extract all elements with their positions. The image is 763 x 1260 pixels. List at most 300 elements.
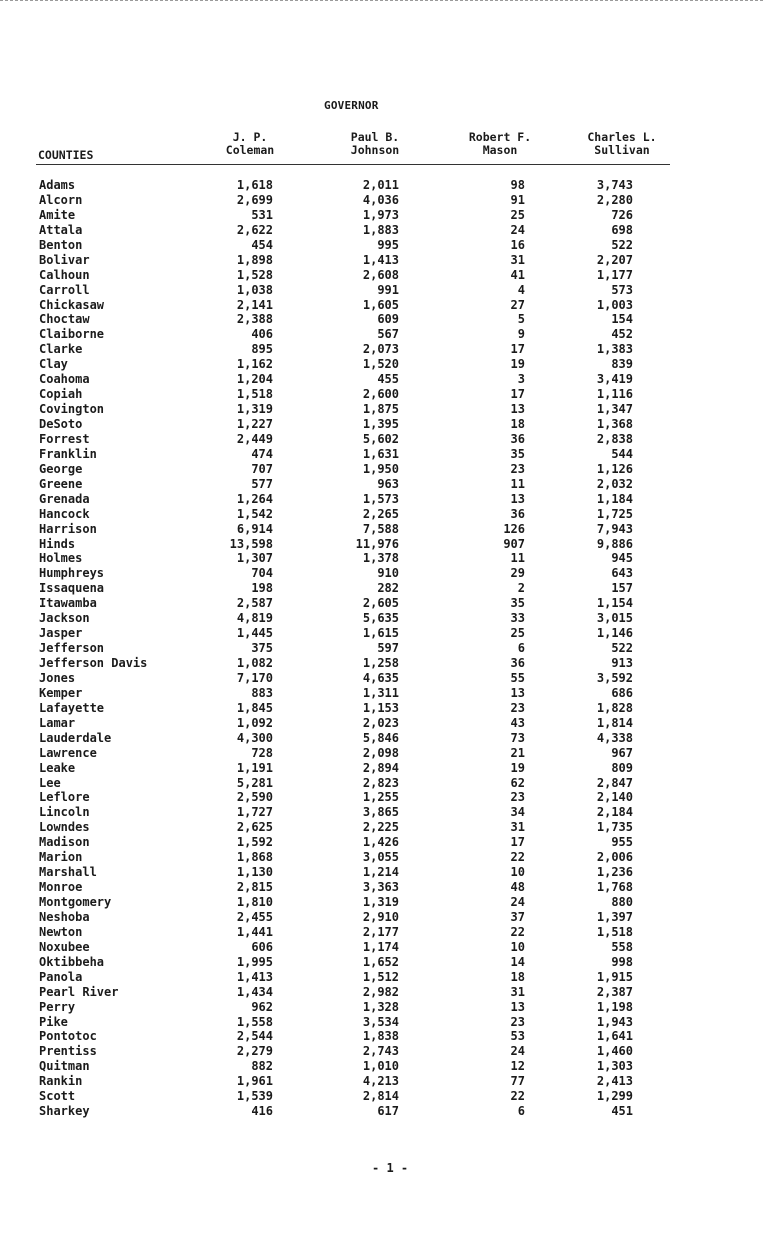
table-row xyxy=(0,820,763,835)
page-number: - 1 - xyxy=(372,1161,409,1175)
johnson-votes-cell: 2,608 xyxy=(362,267,399,282)
coleman-votes-cell: 2,279 xyxy=(236,1044,273,1059)
table-row xyxy=(0,522,763,537)
table-row xyxy=(0,372,763,387)
mason-votes-cell: 13 xyxy=(510,402,525,417)
johnson-votes-cell: 1,520 xyxy=(362,357,399,372)
coleman-votes-cell: 2,449 xyxy=(236,431,273,446)
mason-votes-cell: 17 xyxy=(510,387,525,402)
table-row xyxy=(0,432,763,447)
coleman-votes-cell: 416 xyxy=(251,1104,273,1119)
table-row xyxy=(0,850,763,865)
county-cell: Lawrence xyxy=(39,745,97,760)
table-row xyxy=(0,686,763,701)
table-row xyxy=(0,417,763,432)
mason-votes-cell: 22 xyxy=(510,924,525,939)
sullivan-votes-cell: 1,177 xyxy=(596,267,633,282)
county-cell: Lowndes xyxy=(39,820,90,835)
johnson-votes-cell: 3,363 xyxy=(362,880,399,895)
johnson-votes-cell: 1,973 xyxy=(362,207,399,222)
johnson-votes-cell: 1,883 xyxy=(362,222,399,237)
mason-votes-cell: 19 xyxy=(510,760,525,775)
johnson-votes-cell: 1,258 xyxy=(362,656,399,670)
sullivan-votes-cell: 4,338 xyxy=(596,730,633,745)
coleman-votes-cell: 1,618 xyxy=(236,178,273,192)
county-cell: Monroe xyxy=(39,880,83,895)
sullivan-votes-cell: 1,383 xyxy=(596,342,633,357)
table-row xyxy=(0,298,763,313)
mason-votes-cell: 24 xyxy=(510,895,525,909)
johnson-votes-cell: 995 xyxy=(377,237,399,252)
johnson-votes-cell: 1,311 xyxy=(362,685,399,700)
table-row xyxy=(0,880,763,895)
county-cell: Copiah xyxy=(39,387,83,402)
county-cell: Kemper xyxy=(39,685,83,700)
column-header-counties: COUNTIES xyxy=(38,148,94,162)
sullivan-votes-cell: 1,397 xyxy=(596,909,633,924)
mason-votes-cell: 43 xyxy=(510,715,525,730)
mason-votes-cell: 18 xyxy=(510,969,525,984)
coleman-votes-cell: 2,455 xyxy=(236,909,273,924)
johnson-votes-cell: 2,265 xyxy=(362,506,399,521)
sullivan-votes-cell: 1,236 xyxy=(596,865,633,880)
mason-votes-cell: 73 xyxy=(510,730,525,745)
county-cell: Prentiss xyxy=(39,1044,97,1059)
coleman-votes-cell: 1,539 xyxy=(236,1089,273,1104)
county-cell: Newton xyxy=(39,924,83,939)
mason-votes-cell: 37 xyxy=(510,909,525,924)
county-cell: Harrison xyxy=(39,521,97,536)
mason-votes-cell: 31 xyxy=(510,820,525,835)
coleman-votes-cell: 4,300 xyxy=(236,730,273,745)
table-row xyxy=(0,805,763,820)
johnson-votes-cell: 1,174 xyxy=(362,939,399,954)
coleman-votes-cell: 577 xyxy=(251,476,273,491)
coleman-votes-cell: 2,625 xyxy=(236,820,273,835)
sullivan-votes-cell: 558 xyxy=(611,939,633,954)
coleman-votes-cell: 2,544 xyxy=(236,1029,273,1044)
county-cell: Clarke xyxy=(39,342,83,357)
johnson-votes-cell: 2,823 xyxy=(362,775,399,790)
mason-votes-cell: 13 xyxy=(510,491,525,506)
mason-votes-cell: 98 xyxy=(510,178,525,192)
johnson-votes-cell: 5,635 xyxy=(362,611,399,626)
table-row xyxy=(0,701,763,716)
county-cell: Perry xyxy=(39,999,76,1014)
sullivan-votes-cell: 157 xyxy=(611,581,633,596)
sullivan-votes-cell: 2,280 xyxy=(596,192,633,207)
table-row xyxy=(0,910,763,925)
coleman-votes-cell: 1,092 xyxy=(236,715,273,730)
mason-votes-cell: 16 xyxy=(510,237,525,252)
coleman-votes-cell: 1,082 xyxy=(236,656,273,670)
sullivan-votes-cell: 3,592 xyxy=(596,670,633,685)
table-row xyxy=(0,223,763,238)
table-row xyxy=(0,746,763,761)
sullivan-votes-cell: 2,006 xyxy=(596,850,633,865)
coleman-votes-cell: 962 xyxy=(251,999,273,1014)
sullivan-votes-cell: 1,725 xyxy=(596,506,633,521)
sullivan-votes-cell: 1,518 xyxy=(596,924,633,939)
header-mason-line2: Mason xyxy=(482,142,518,157)
mason-votes-cell: 19 xyxy=(510,357,525,372)
mason-votes-cell: 5 xyxy=(517,312,525,327)
mason-votes-cell: 11 xyxy=(510,551,525,566)
johnson-votes-cell: 2,011 xyxy=(362,178,399,192)
johnson-votes-cell: 455 xyxy=(377,372,399,387)
county-cell: Leflore xyxy=(39,790,90,805)
table-row xyxy=(0,492,763,507)
johnson-votes-cell: 11,976 xyxy=(355,536,399,551)
coleman-votes-cell: 1,204 xyxy=(236,372,273,387)
coleman-votes-cell: 1,441 xyxy=(236,924,273,939)
sullivan-votes-cell: 1,184 xyxy=(596,491,633,506)
coleman-votes-cell: 375 xyxy=(251,641,273,656)
coleman-votes-cell: 1,227 xyxy=(236,417,273,431)
sullivan-votes-cell: 1,641 xyxy=(596,1029,633,1044)
table-row xyxy=(0,581,763,596)
mason-votes-cell: 24 xyxy=(510,1044,525,1059)
coleman-votes-cell: 707 xyxy=(251,461,273,476)
coleman-votes-cell: 883 xyxy=(251,685,273,700)
mason-votes-cell: 34 xyxy=(510,805,525,820)
johnson-votes-cell: 4,213 xyxy=(362,1074,399,1089)
coleman-votes-cell: 1,038 xyxy=(236,282,273,297)
coleman-votes-cell: 4,819 xyxy=(236,611,273,626)
johnson-votes-cell: 4,635 xyxy=(362,670,399,685)
johnson-votes-cell: 2,743 xyxy=(362,1044,399,1059)
table-row xyxy=(0,656,763,671)
coleman-votes-cell: 1,413 xyxy=(236,969,273,984)
coleman-votes-cell: 1,130 xyxy=(236,865,273,880)
county-cell: George xyxy=(39,461,83,476)
mason-votes-cell: 23 xyxy=(510,1014,525,1029)
johnson-votes-cell: 2,600 xyxy=(362,387,399,402)
johnson-votes-cell: 4,036 xyxy=(362,192,399,207)
mason-votes-cell: 55 xyxy=(510,670,525,685)
johnson-votes-cell: 2,910 xyxy=(362,909,399,924)
johnson-votes-cell: 2,814 xyxy=(362,1089,399,1104)
coleman-votes-cell: 1,518 xyxy=(236,387,273,402)
johnson-votes-cell: 1,631 xyxy=(362,446,399,461)
mason-votes-cell: 6 xyxy=(517,641,525,656)
mason-votes-cell: 25 xyxy=(510,626,525,641)
county-cell: Oktibbeha xyxy=(39,954,105,969)
johnson-votes-cell: 3,055 xyxy=(362,850,399,865)
table-row xyxy=(0,1015,763,1030)
coleman-votes-cell: 1,995 xyxy=(236,954,273,969)
mason-votes-cell: 31 xyxy=(510,984,525,999)
table-row xyxy=(0,268,763,283)
table-row xyxy=(0,342,763,357)
county-cell: Holmes xyxy=(39,551,83,566)
county-cell: Neshoba xyxy=(39,909,90,924)
mason-votes-cell: 9 xyxy=(517,327,525,342)
coleman-votes-cell: 882 xyxy=(251,1059,273,1074)
table-row xyxy=(0,895,763,910)
mason-votes-cell: 126 xyxy=(503,521,525,536)
johnson-votes-cell: 567 xyxy=(377,327,399,342)
county-cell: DeSoto xyxy=(39,417,83,431)
header-coleman-line2: Coleman xyxy=(225,142,275,157)
johnson-votes-cell: 2,073 xyxy=(362,342,399,357)
mason-votes-cell: 14 xyxy=(510,954,525,969)
sullivan-votes-cell: 2,847 xyxy=(596,775,633,790)
county-cell: Lafayette xyxy=(39,700,105,715)
table-row xyxy=(0,327,763,342)
mason-votes-cell: 53 xyxy=(510,1029,525,1044)
sullivan-votes-cell: 998 xyxy=(611,954,633,969)
sullivan-votes-cell: 2,140 xyxy=(596,790,633,805)
sullivan-votes-cell: 1,768 xyxy=(596,880,633,895)
county-cell: Grenada xyxy=(39,491,90,506)
mason-votes-cell: 62 xyxy=(510,775,525,790)
coleman-votes-cell: 1,264 xyxy=(236,491,273,506)
mason-votes-cell: 10 xyxy=(510,865,525,880)
sullivan-votes-cell: 2,032 xyxy=(596,476,633,491)
sullivan-votes-cell: 1,299 xyxy=(596,1089,633,1104)
coleman-votes-cell: 1,319 xyxy=(236,402,273,417)
table-row xyxy=(0,537,763,552)
table-row xyxy=(0,178,763,193)
sullivan-votes-cell: 839 xyxy=(611,357,633,372)
johnson-votes-cell: 1,153 xyxy=(362,700,399,715)
county-cell: Jackson xyxy=(39,611,90,626)
table-row xyxy=(0,731,763,746)
sullivan-votes-cell: 945 xyxy=(611,551,633,566)
county-cell: Montgomery xyxy=(39,895,112,909)
sullivan-votes-cell: 1,116 xyxy=(596,387,633,402)
johnson-votes-cell: 617 xyxy=(377,1104,399,1119)
county-cell: Calhoun xyxy=(39,267,90,282)
table-row xyxy=(0,507,763,522)
county-cell: Pearl River xyxy=(39,984,119,999)
header-rule xyxy=(36,164,670,165)
coleman-votes-cell: 1,961 xyxy=(236,1074,273,1089)
sullivan-votes-cell: 2,184 xyxy=(596,805,633,820)
county-cell: Attala xyxy=(39,222,83,237)
county-cell: Greene xyxy=(39,476,83,491)
johnson-votes-cell: 5,846 xyxy=(362,730,399,745)
mason-votes-cell: 24 xyxy=(510,222,525,237)
coleman-votes-cell: 6,914 xyxy=(236,521,273,536)
coleman-votes-cell: 13,598 xyxy=(229,536,273,551)
column-header-mason xyxy=(456,131,544,156)
county-cell: Franklin xyxy=(39,446,97,461)
mason-votes-cell: 22 xyxy=(510,850,525,865)
table-row xyxy=(0,626,763,641)
coleman-votes-cell: 1,558 xyxy=(236,1014,273,1029)
table-row xyxy=(0,357,763,372)
coleman-votes-cell: 2,388 xyxy=(236,312,273,327)
mason-votes-cell: 77 xyxy=(510,1074,525,1089)
sullivan-votes-cell: 522 xyxy=(611,237,633,252)
table-row xyxy=(0,955,763,970)
mason-votes-cell: 36 xyxy=(510,431,525,446)
table-row xyxy=(0,402,763,417)
sullivan-votes-cell: 967 xyxy=(611,745,633,760)
johnson-votes-cell: 1,838 xyxy=(362,1029,399,1044)
column-header-johnson xyxy=(333,131,417,156)
table-row xyxy=(0,671,763,686)
coleman-votes-cell: 1,727 xyxy=(236,805,273,820)
sullivan-votes-cell: 809 xyxy=(611,760,633,775)
coleman-votes-cell: 704 xyxy=(251,566,273,581)
coleman-votes-cell: 1,191 xyxy=(236,760,273,775)
county-cell: Bolivar xyxy=(39,252,90,267)
vote-table xyxy=(0,178,763,1119)
county-cell: Lee xyxy=(39,775,61,790)
county-cell: Noxubee xyxy=(39,939,90,954)
coleman-votes-cell: 1,542 xyxy=(236,506,273,521)
johnson-votes-cell: 1,214 xyxy=(362,865,399,880)
johnson-votes-cell: 282 xyxy=(377,581,399,596)
table-row xyxy=(0,865,763,880)
coleman-votes-cell: 5,281 xyxy=(236,775,273,790)
table-row xyxy=(0,611,763,626)
header-sullivan-line1: Charles L. xyxy=(587,130,657,144)
coleman-votes-cell: 2,699 xyxy=(236,192,273,207)
coleman-votes-cell: 2,590 xyxy=(236,790,273,805)
johnson-votes-cell: 3,534 xyxy=(362,1014,399,1029)
sullivan-votes-cell: 686 xyxy=(611,685,633,700)
county-cell: Lincoln xyxy=(39,805,90,820)
county-cell: Jasper xyxy=(39,626,83,641)
table-row xyxy=(0,447,763,462)
table-row xyxy=(0,1104,763,1119)
coleman-votes-cell: 1,307 xyxy=(236,551,273,566)
sullivan-votes-cell: 1,146 xyxy=(596,626,633,641)
sullivan-votes-cell: 1,154 xyxy=(596,596,633,611)
johnson-votes-cell: 963 xyxy=(377,476,399,491)
county-cell: Coahoma xyxy=(39,372,90,387)
mason-votes-cell: 27 xyxy=(510,297,525,312)
sullivan-votes-cell: 1,915 xyxy=(596,969,633,984)
sullivan-votes-cell: 2,207 xyxy=(596,252,633,267)
johnson-votes-cell: 5,602 xyxy=(362,431,399,446)
sullivan-votes-cell: 1,460 xyxy=(596,1044,633,1059)
sullivan-votes-cell: 1,303 xyxy=(596,1059,633,1074)
sullivan-votes-cell: 3,015 xyxy=(596,611,633,626)
county-cell: Marshall xyxy=(39,865,97,880)
county-cell: Forrest xyxy=(39,431,90,446)
sullivan-votes-cell: 452 xyxy=(611,327,633,342)
mason-votes-cell: 13 xyxy=(510,685,525,700)
sullivan-votes-cell: 3,419 xyxy=(596,372,633,387)
table-row xyxy=(0,776,763,791)
coleman-votes-cell: 454 xyxy=(251,237,273,252)
mason-votes-cell: 6 xyxy=(517,1104,525,1119)
coleman-votes-cell: 406 xyxy=(251,327,273,342)
sullivan-votes-cell: 1,735 xyxy=(596,820,633,835)
mason-votes-cell: 23 xyxy=(510,461,525,476)
table-row xyxy=(0,462,763,477)
johnson-votes-cell: 2,225 xyxy=(362,820,399,835)
county-cell: Marion xyxy=(39,850,83,865)
johnson-votes-cell: 910 xyxy=(377,566,399,581)
johnson-votes-cell: 1,328 xyxy=(362,999,399,1014)
mason-votes-cell: 21 xyxy=(510,745,525,760)
mason-votes-cell: 31 xyxy=(510,252,525,267)
mason-votes-cell: 48 xyxy=(510,880,525,895)
johnson-votes-cell: 1,875 xyxy=(362,402,399,417)
johnson-votes-cell: 1,378 xyxy=(362,551,399,566)
table-row xyxy=(0,312,763,327)
mason-votes-cell: 907 xyxy=(503,536,525,551)
table-row xyxy=(0,238,763,253)
table-row xyxy=(0,925,763,940)
johnson-votes-cell: 1,413 xyxy=(362,252,399,267)
coleman-votes-cell: 895 xyxy=(251,342,273,357)
mason-votes-cell: 23 xyxy=(510,790,525,805)
sullivan-votes-cell: 955 xyxy=(611,835,633,850)
header-mason-line1: Robert F. xyxy=(468,130,532,144)
sullivan-votes-cell: 522 xyxy=(611,641,633,656)
mason-votes-cell: 23 xyxy=(510,700,525,715)
county-cell: Claiborne xyxy=(39,327,105,342)
county-cell: Issaquena xyxy=(39,581,105,596)
sullivan-votes-cell: 726 xyxy=(611,207,633,222)
coleman-votes-cell: 2,587 xyxy=(236,596,273,611)
county-cell: Leake xyxy=(39,760,76,775)
mason-votes-cell: 13 xyxy=(510,999,525,1014)
coleman-votes-cell: 1,592 xyxy=(236,835,273,850)
table-row xyxy=(0,1074,763,1089)
county-cell: Lamar xyxy=(39,715,76,730)
county-cell: Amite xyxy=(39,207,76,222)
county-cell: Quitman xyxy=(39,1059,90,1074)
header-johnson-line2: Johnson xyxy=(350,142,400,157)
johnson-votes-cell: 1,512 xyxy=(362,969,399,984)
county-cell: Alcorn xyxy=(39,192,83,207)
table-row xyxy=(0,477,763,492)
county-cell: Panola xyxy=(39,969,83,984)
sullivan-votes-cell: 2,387 xyxy=(596,984,633,999)
county-cell: Adams xyxy=(39,178,76,192)
county-cell: Hinds xyxy=(39,536,76,551)
sullivan-votes-cell: 9,886 xyxy=(596,536,633,551)
coleman-votes-cell: 1,528 xyxy=(236,267,273,282)
sullivan-votes-cell: 880 xyxy=(611,895,633,909)
sullivan-votes-cell: 1,368 xyxy=(596,417,633,431)
county-cell: Humphreys xyxy=(39,566,105,581)
mason-votes-cell: 29 xyxy=(510,566,525,581)
page-title: GOVERNOR xyxy=(324,99,379,112)
coleman-votes-cell: 198 xyxy=(251,581,273,596)
county-cell: Benton xyxy=(39,237,83,252)
table-row xyxy=(0,985,763,1000)
header-johnson-line1: Paul B. xyxy=(350,130,400,144)
county-cell: Rankin xyxy=(39,1074,83,1089)
johnson-votes-cell: 597 xyxy=(377,641,399,656)
johnson-votes-cell: 2,982 xyxy=(362,984,399,999)
table-row xyxy=(0,1089,763,1104)
table-row xyxy=(0,208,763,223)
table-row xyxy=(0,940,763,955)
mason-votes-cell: 36 xyxy=(510,506,525,521)
table-row xyxy=(0,1000,763,1015)
sullivan-votes-cell: 1,943 xyxy=(596,1014,633,1029)
sullivan-votes-cell: 2,413 xyxy=(596,1074,633,1089)
table-row xyxy=(0,1044,763,1059)
sullivan-votes-cell: 451 xyxy=(611,1104,633,1119)
table-row xyxy=(0,970,763,985)
johnson-votes-cell: 1,395 xyxy=(362,417,399,431)
coleman-votes-cell: 1,868 xyxy=(236,850,273,865)
table-row xyxy=(0,596,763,611)
county-cell: Jones xyxy=(39,670,76,685)
mason-votes-cell: 35 xyxy=(510,446,525,461)
